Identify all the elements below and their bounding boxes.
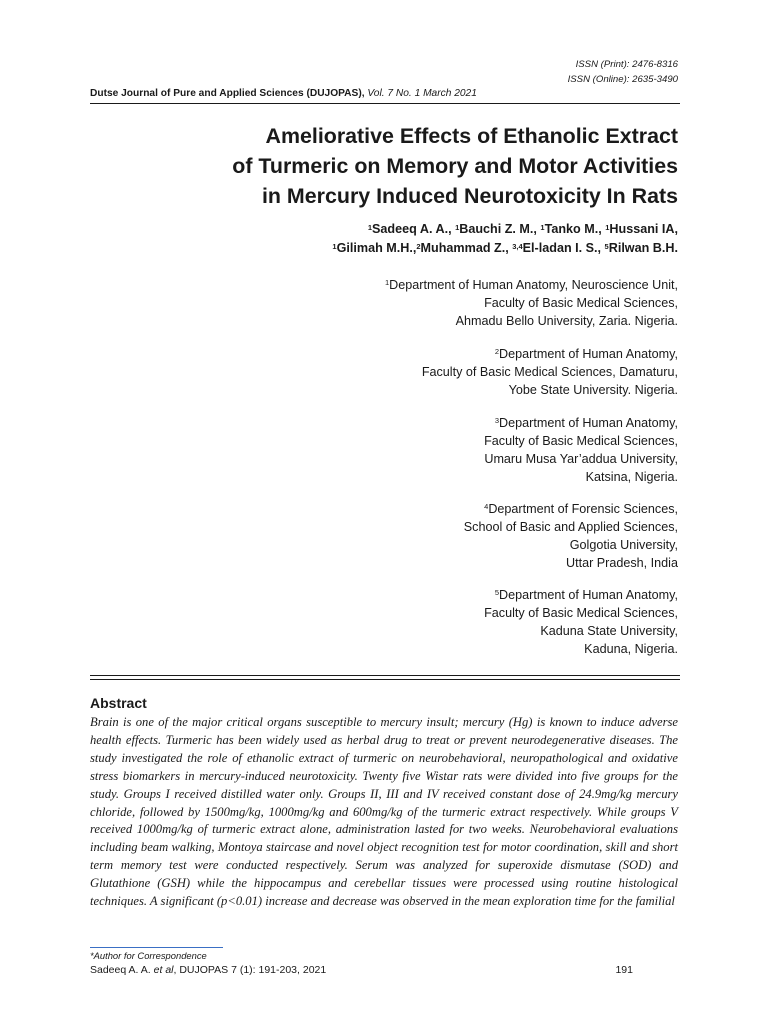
affiliation-line	[484, 414, 678, 432]
affiliation-line	[422, 345, 678, 363]
affiliation-1	[385, 276, 678, 330]
page-number: 191	[615, 964, 633, 976]
affiliation-text: Department of Forensic Sciences,	[488, 502, 678, 516]
article-title	[118, 121, 678, 211]
citation-details: , DUJOPAS 7 (1): 191-203, 2021	[173, 964, 327, 976]
affiliation-line: Faculty of Basic Medical Sciences,	[484, 296, 678, 310]
author-affil-sup: 2	[416, 242, 421, 251]
affiliation-4	[464, 500, 678, 572]
affiliation-line: Ahmadu Bello University, Zaria. Nigeria.	[455, 314, 678, 328]
affiliation-line: Faculty of Basic Medical Sciences,	[484, 434, 678, 448]
affiliation-line: Kaduna State University,	[540, 624, 678, 638]
issn-print: ISSN (Print): 2476-8316	[575, 59, 678, 70]
issn-block	[568, 57, 678, 87]
correspondence-note: *Author for Correspondence	[90, 950, 207, 961]
author-name: Gilimah M.H.,	[336, 241, 417, 255]
affiliation-line: Faculty of Basic Medical Sciences,	[484, 606, 678, 620]
affiliation-line: Kaduna, Nigeria.	[584, 642, 678, 656]
author-line	[332, 239, 678, 258]
author-name: Bauchi Z. M.,	[459, 222, 541, 236]
affiliation-sup: 5	[494, 588, 500, 597]
affiliation-text: Department of Human Anatomy,	[499, 347, 678, 361]
affiliation-sup: 4	[484, 502, 489, 511]
affiliation-sup: 1	[384, 278, 390, 287]
title-line: Ameliorative Effects of Ethanolic Extract	[265, 124, 678, 148]
author-name: Hussani IA,	[609, 222, 678, 236]
affiliation-2	[422, 345, 678, 399]
title-line: of Turmeric on Memory and Motor Activities	[232, 154, 678, 178]
affiliation-line: Katsina, Nigeria.	[585, 470, 678, 484]
author-name: Rilwan B.H.	[608, 241, 678, 255]
affiliation-3	[484, 414, 678, 486]
footnote-rule	[90, 947, 223, 948]
author-name: El-ladan I. S.,	[522, 241, 605, 255]
affiliation-line	[385, 276, 678, 294]
abstract-heading: Abstract	[90, 695, 147, 711]
affiliation-line	[484, 586, 678, 604]
issn-online: ISSN (Online): 2635-3490	[567, 74, 678, 85]
author-affil-sup: 1	[332, 242, 337, 251]
affiliation-line: Yobe State University. Nigeria.	[508, 383, 678, 397]
author-affil-sup: 1	[605, 223, 610, 232]
affiliation-text: Department of Human Anatomy,	[499, 588, 678, 602]
section-divider	[90, 675, 680, 680]
author-affil-sup: 1	[455, 223, 460, 232]
journal-header	[90, 88, 477, 99]
author-affil-sup: 3,4	[512, 242, 523, 251]
affiliation-line: Uttar Pradesh, India	[565, 556, 678, 570]
header-rule	[90, 103, 680, 104]
affiliation-sup: 2	[494, 347, 500, 356]
author-affil-sup: 1	[540, 223, 545, 232]
affiliation-sup: 3	[494, 416, 500, 425]
affiliation-line: Golgotia University,	[569, 538, 678, 552]
author-affil-sup: 1	[367, 223, 373, 232]
author-name: Sadeeq A. A.,	[372, 222, 456, 236]
affiliation-line: Umaru Musa Yar’addua University,	[484, 452, 678, 466]
journal-name: Dutse Journal of Pure and Applied Sciences (DUJOPAS),	[90, 88, 365, 99]
affiliation-line: Faculty of Basic Medical Sciences, Damaturu,	[421, 365, 678, 379]
author-list	[332, 220, 678, 258]
journal-issue: Vol. 7 No. 1 March 2021	[364, 88, 477, 99]
abstract-body: Brain is one of the major critical organs susceptible to mercury insult; mercury (Hg) is known to induce adverse health effects. Turmeric has been widely used as herbal drug to treat or prevent neurodegenerative diseases. The study investigated the role of ethanolic extract of turmeric on neurobehavioral, neuropathological and oxidative stress biomarkers in mercury-induced neurotoxicity. Twenty five Wistar rats were divided into five groups for the study. Groups I received distilled water only. Groups II, III and IV received constant dose of 24.9mg/kg mercury chloride, followed by 1500mg/kg, 1000mg/kg and 600mg/kg of the turmeric extract respectively. While groups V received 1000mg/kg of turmeric extract alone, administration lasted for two weeks. Neurobehavioral evaluations including beam walking, Montoya staircase and novel object recognition test for motor coordination, skill and short term memory test were conducted respectively. Serum was analyzed for superoxide dismutase (SOD) and Glutathione (GSH) while the hippocampus and cerebellar tissues were processed using routine histological techniques. A significant (p<0.01) increase and decrease was observed in the mean exploration time for the familial	[90, 715, 678, 909]
citation-footer	[90, 964, 326, 976]
affiliation-text: Department of Human Anatomy,	[499, 416, 678, 430]
author-name: Muhammad Z.,	[420, 241, 513, 255]
affiliation-line: School of Basic and Applied Sciences,	[463, 520, 678, 534]
author-name: Tanko M.,	[544, 222, 606, 236]
title-line: in Mercury Induced Neurotoxicity In Rats	[261, 184, 678, 208]
citation-authors: Sadeeq A. A.	[90, 964, 154, 976]
affiliation-line	[464, 500, 678, 518]
author-line	[332, 220, 678, 239]
citation-etal: et al	[153, 964, 174, 976]
affiliation-text: Department of Human Anatomy, Neuroscience Unit,	[389, 278, 678, 292]
affiliation-5	[484, 586, 678, 658]
author-affil-sup: 5	[604, 242, 609, 251]
